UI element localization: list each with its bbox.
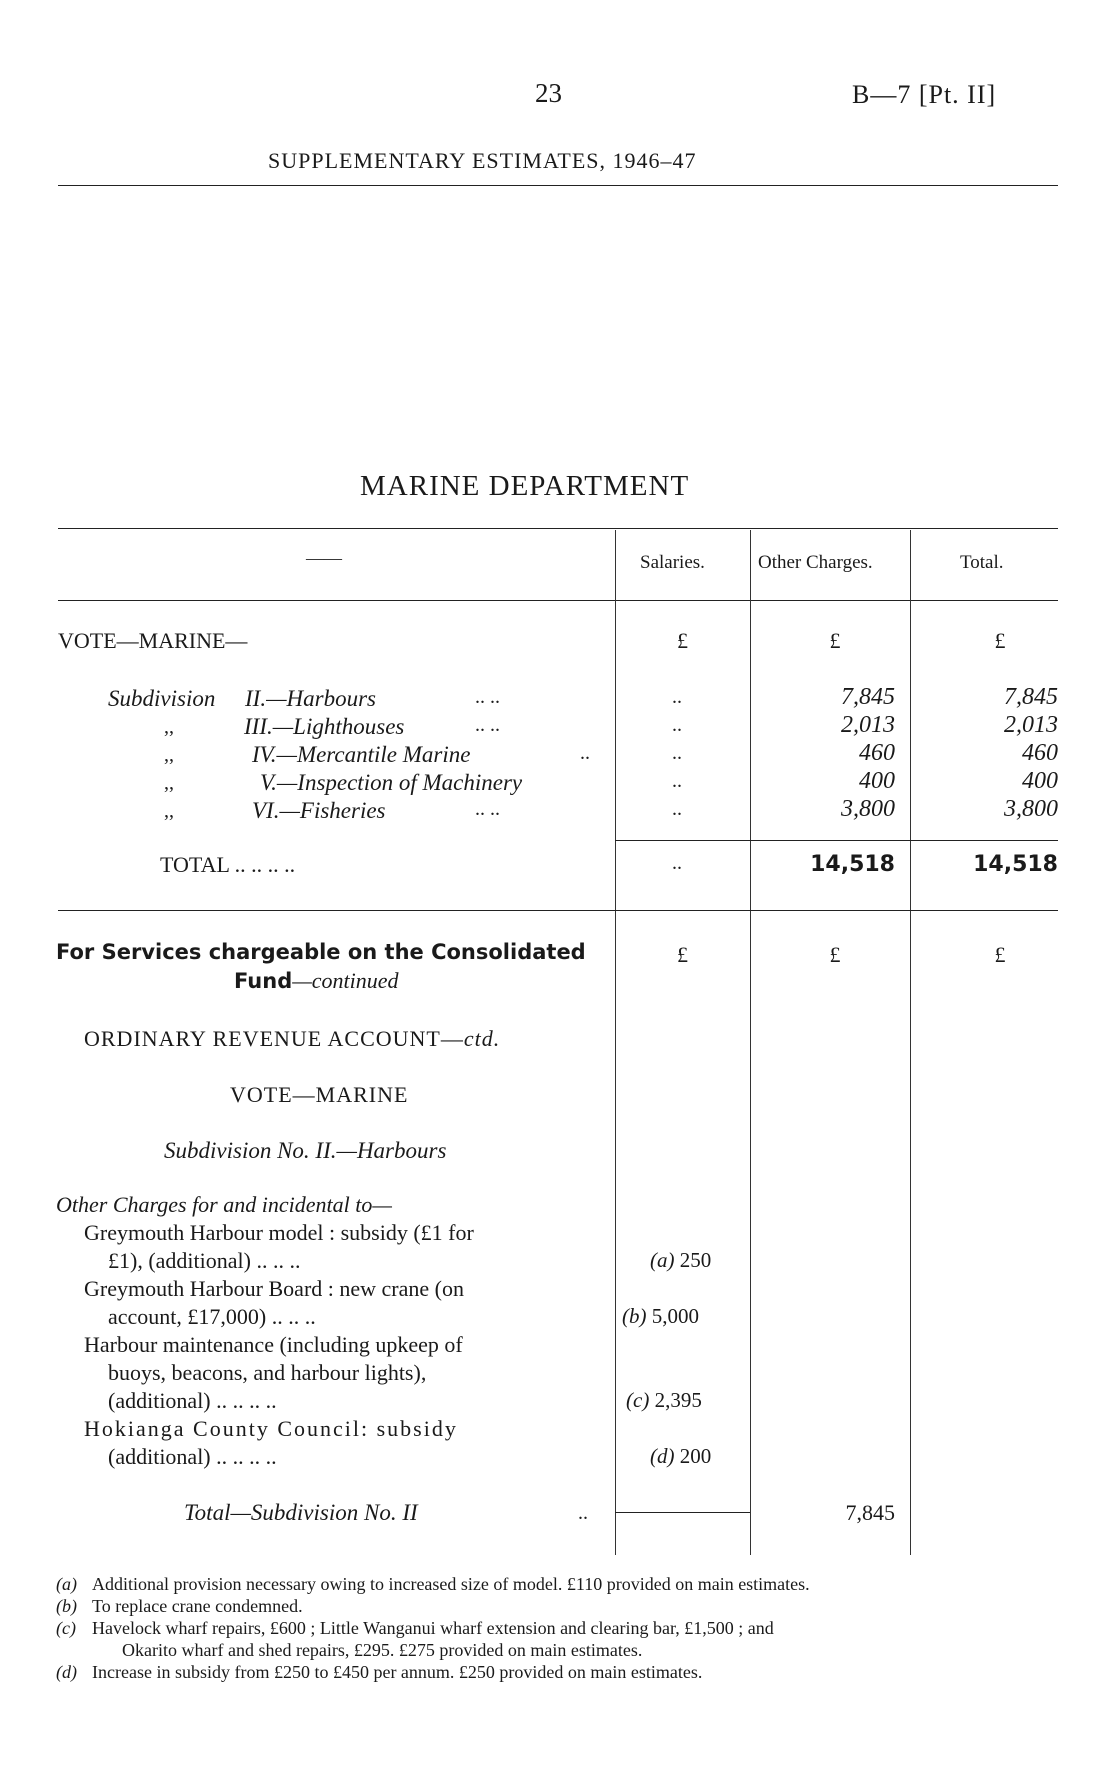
account-heading: [84, 1026, 500, 1052]
footnote-ref: (b): [622, 1304, 647, 1328]
row-salaries: ..: [672, 798, 682, 820]
detail-line: buoys, beacons, and harbour lights),: [108, 1360, 427, 1385]
footnote-ref: (c): [626, 1388, 650, 1412]
footnote-ref: (d): [650, 1444, 675, 1468]
column-header-total: Total.: [960, 552, 1004, 573]
footnote-ref: (c): [56, 1618, 76, 1638]
row-prefix: ,,: [164, 716, 174, 738]
total-rule-salaries: [615, 840, 750, 841]
row-prefix: ,,: [164, 800, 174, 822]
footnote-text: Increase in subsidy from £250 to £450 per annum. £250 provided on main estimates.: [92, 1662, 703, 1682]
detail-line: Harbour maintenance (including upkeep of: [84, 1332, 463, 1357]
row-total: 400: [1022, 768, 1058, 794]
summary-top-rule: [58, 528, 1058, 529]
footnote-ref: (a): [650, 1248, 675, 1272]
detail-amount-b: [622, 1304, 699, 1329]
row-other: 460: [859, 740, 895, 766]
detail-line: (additional) .. .. .. ..: [108, 1444, 277, 1469]
currency-salaries: £: [677, 628, 688, 653]
vote-label: VOTE—MARINE—: [58, 628, 248, 653]
row-salaries: ..: [672, 714, 682, 736]
row-salaries: ..: [672, 742, 682, 764]
page-title: SUPPLEMENTARY ESTIMATES, 1946–47: [268, 148, 697, 173]
detail-line: Hokianga County Council: subsidy: [84, 1416, 458, 1441]
row-other: 3,800: [841, 796, 895, 822]
footnote-text: Havelock wharf repairs, £600 ; Little Wanganui wharf extension and clearing bar, £1,500 ; and: [92, 1618, 774, 1638]
detail-line: Greymouth Harbour model : subsidy (£1 for: [84, 1220, 474, 1245]
total-salaries: ..: [672, 852, 682, 874]
row-label: II.—Harbours: [245, 686, 376, 711]
summary-bottom-rule: [58, 910, 1058, 911]
amount: 250: [679, 1248, 712, 1272]
column-header-salaries: Salaries.: [640, 552, 705, 573]
header-rule: [58, 185, 1058, 186]
detail-line: (additional) .. .. .. ..: [108, 1388, 277, 1413]
column-blank-dash: ——: [306, 548, 342, 568]
currency-total: £: [994, 628, 1006, 653]
row-dots: .. ..: [475, 798, 500, 820]
row-salaries: ..: [672, 686, 682, 708]
row-other: 7,845: [841, 684, 895, 710]
detail-amount-c: [626, 1388, 702, 1413]
subdivision-total-dots: ..: [578, 1502, 588, 1524]
vote-heading: VOTE—MARINE: [230, 1082, 409, 1107]
other-charges-heading: Other Charges for and incidental to—: [56, 1192, 392, 1217]
fund-word: Fund: [234, 969, 293, 993]
row-label: III.—Lighthouses: [244, 714, 405, 739]
subdivision-heading: Subdivision No. II.—Harbours: [164, 1138, 447, 1163]
total-total: 14,518: [973, 852, 1058, 877]
footnote-ref: (d): [56, 1662, 77, 1682]
detail-amount-d: [650, 1444, 711, 1469]
detail-currency-other: £: [829, 942, 841, 967]
consolidated-fund-heading: For Services chargeable on the Consolidated: [56, 940, 586, 964]
row-other: 400: [859, 768, 895, 794]
row-salaries: ..: [672, 770, 682, 792]
row-label: VI.—Fisheries: [252, 798, 386, 823]
consolidated-fund-heading-line2: [234, 968, 399, 994]
footnote-ref: (a): [56, 1574, 77, 1594]
detail-line: £1), (additional) .. .. ..: [108, 1248, 301, 1273]
continued-word: —continued: [292, 968, 399, 993]
row-total: 7,845: [1004, 684, 1058, 710]
account-suffix: ctd.: [463, 1026, 501, 1051]
row-total: 3,800: [1004, 796, 1058, 822]
currency-other: £: [829, 628, 841, 653]
footnote-text: Okarito wharf and shed repairs, £295. £275 provided on main estimates.: [122, 1640, 643, 1660]
row-dots: ..: [580, 742, 590, 764]
detail-line: account, £17,000) .. .. ..: [108, 1304, 316, 1329]
total-rule-other: [750, 840, 910, 841]
footnote-ref: (b): [56, 1596, 77, 1616]
column-header-other-charges: Other Charges.: [758, 552, 873, 573]
department-title: MARINE DEPARTMENT: [360, 470, 690, 502]
page-number: 23: [535, 78, 562, 108]
row-other: 2,013: [841, 712, 895, 738]
paper-reference: B—7 [Pt. II]: [852, 80, 997, 109]
row-dots: .. ..: [475, 686, 500, 708]
subdivision-total-label: Total—Subdivision No. II: [184, 1500, 418, 1525]
detail-amount-a: [650, 1248, 711, 1273]
row-prefix: ,,: [164, 772, 174, 794]
row-total: 460: [1022, 740, 1058, 766]
footnote-text: To replace crane condemned.: [92, 1596, 303, 1616]
row-prefix: Subdivision: [108, 686, 216, 711]
account-main: ORDINARY REVENUE ACCOUNT—: [84, 1026, 464, 1051]
subtotal-rule: [615, 1512, 750, 1513]
total-other: 14,518: [810, 852, 895, 877]
row-dots: .. ..: [475, 714, 500, 736]
divider-salaries: [615, 530, 616, 1555]
total-label: TOTAL .. .. .. ..: [160, 852, 296, 877]
row-label: V.—Inspection of Machinery: [260, 770, 523, 795]
detail-currency-total: £: [994, 942, 1006, 967]
footnote-text: Additional provision necessary owing to increased size of model. £110 provided on main estimates.: [92, 1574, 810, 1594]
summary-header-rule: [58, 600, 1058, 601]
row-prefix: ,,: [164, 744, 174, 766]
amount: 5,000: [651, 1304, 699, 1328]
detail-line: Greymouth Harbour Board : new crane (on: [84, 1276, 464, 1301]
row-label: IV.—Mercantile Marine: [252, 742, 471, 767]
total-rule-total: [910, 840, 1058, 841]
subdivision-total-value: 7,845: [845, 1500, 895, 1525]
detail-currency-salaries: £: [677, 942, 688, 967]
amount: 2,395: [654, 1388, 702, 1412]
amount: 200: [679, 1444, 712, 1468]
row-total: 2,013: [1004, 712, 1058, 738]
